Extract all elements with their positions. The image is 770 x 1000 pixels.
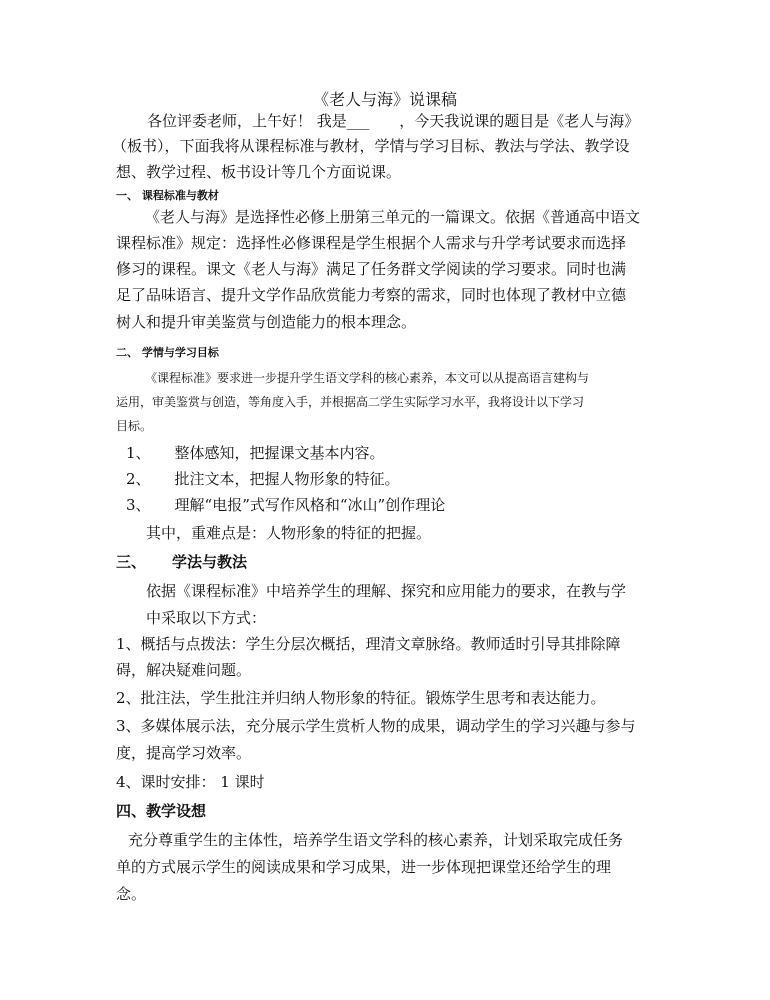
intro-line-2: （板书），下面我将从课程标准与教材，学情与学习目标、教法与学法、教学设 [112,137,630,155]
section-2-heading: 二、 学情与学习目标 [116,346,219,359]
section-1-heading: 一、 课程标准与教材 [116,189,219,202]
method-item: 碍，解决疑难问题。 [116,661,252,679]
section-1-line: 《老人与海》是选择性必修上册第三单元的一篇课文。依据《普通高中语文 [145,208,641,226]
goal-item [126,443,385,463]
goal-item [126,495,445,515]
section-3-line: 依据《课程标准》中培养学生的理解、探究和应用能力的要求，在教与学 [146,582,627,600]
section-2-line: 运用，审美鉴赏与创造，等角度入手，并根据高二学生实际学习水平，我将设计以下学习 [116,395,585,409]
method-item: 2、批注法，学生批注并归纳人物形象的特征。锻炼学生思考和表达能力。 [116,689,606,707]
intro-topic: ，今天我说课的题目是《老人与海》 [399,112,640,130]
intro-line-3: 想、教学过程、板书设计等几个方面说课。 [116,163,402,181]
section-2-line: 目标。 [116,419,153,433]
section-3-line: 中采取以下方式： [146,609,267,627]
name-blank: ___ [346,112,370,130]
section-4-line: 念。 [116,885,147,903]
intro-greeting: 各位评委老师，上午好！ 我是 [147,112,347,130]
intro-line-1 [147,111,639,131]
method-item: 4、课时安排： 1 课时 [116,773,265,791]
goal-text: 批注文本，把握人物形象的特征。 [174,470,400,488]
section-2-line: 《课程标准》要求进一步提升学生语文学科的核心素养，本文可以从提高语言建构与 [145,371,590,385]
document-title: 《老人与海》说课稿 [312,90,457,109]
key-point: 其中，重难点是：人物形象的特征的把握。 [146,524,432,542]
section-1-line: 足了品味语言、提升文学作品欣赏能力考察的需求，同时也体现了教材中立德 [116,286,627,304]
goal-item [126,469,400,489]
section-4-heading: 四、教学设想 [116,802,207,820]
goal-number: 2、 [126,470,151,488]
section-3-number: 三、 [116,553,147,571]
section-3-title: 学法与教法 [172,553,248,571]
section-4-line: 单的方式展示学生的阅读成果和学习成果，进一步体现把课堂还给学生的理 [116,858,612,876]
method-item: 3、多媒体展示法，充分展示学生赏析人物的成果，调动学生的学习兴趣与参与 [116,717,636,735]
goal-number: 3、 [126,496,151,514]
section-3-heading [116,552,247,572]
goal-text: 整体感知，把握课文基本内容。 [174,444,385,462]
goal-number: 1、 [126,444,151,462]
section-4-line: 充分尊重学生的主体性，培养学生语文学科的核心素养，计划采取完成任务 [128,831,624,849]
section-1-line: 树人和提升审美鉴赏与创造能力的根本理念。 [116,313,417,331]
section-1-line: 修习的课程。课文《老人与海》满足了任务群文学阅读的学习要求。同时也满 [116,260,627,278]
section-1-line: 课程标准》规定：选择性必修课程是学生根据个人需求与升学考试要求而选择 [116,234,627,252]
method-item: 1、概括与点拨法：学生分层次概括，理清文章脉络。教师适时引导其排除障 [116,635,621,653]
goal-text: 理解“电报”式写作风格和“冰山”创作理论 [174,496,446,514]
method-item: 度，提高学习效率。 [116,744,252,762]
